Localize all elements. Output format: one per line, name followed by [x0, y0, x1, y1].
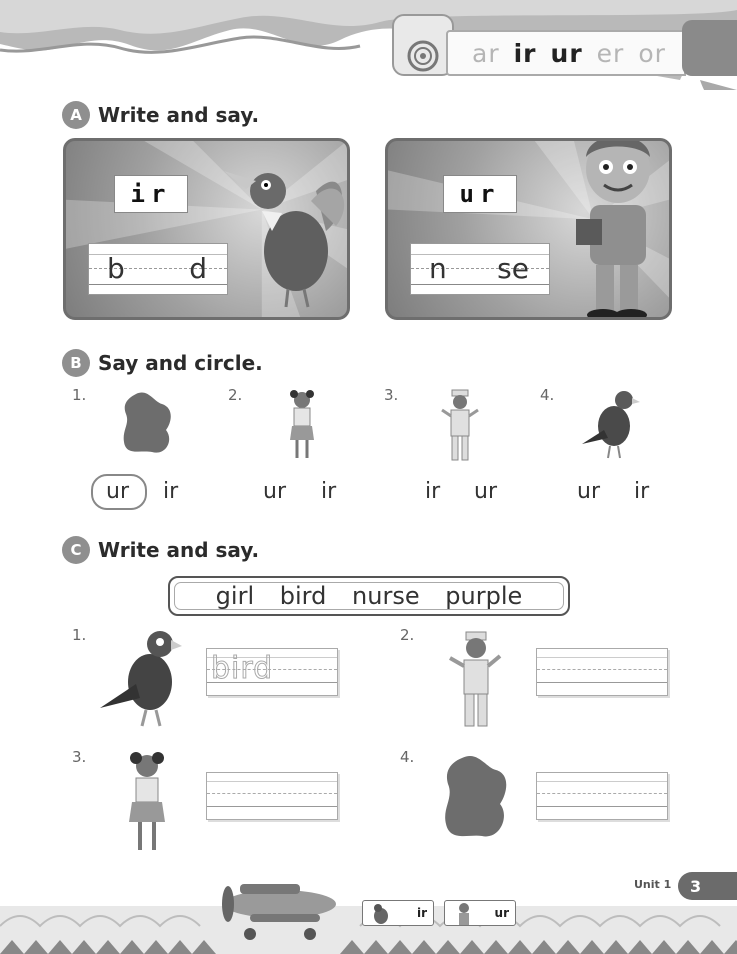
section-c-title: Write and say.: [98, 538, 260, 562]
item-number: 2.: [228, 386, 243, 404]
option-4b[interactable]: ir: [634, 479, 650, 504]
phonics-ur: ur: [550, 38, 583, 68]
banner-tab: [682, 20, 737, 76]
section-c-header: [62, 536, 259, 564]
item-number: 4.: [540, 386, 555, 404]
girl-large-icon: [122, 750, 172, 856]
option-2b[interactable]: ir: [321, 479, 337, 504]
section-b-badge: B: [62, 349, 90, 377]
bird-large-icon: [98, 626, 184, 730]
footer-card-ur-label: ur: [494, 906, 509, 920]
phonics-box-ir: ir: [114, 175, 188, 213]
phonics-ar: ar: [472, 38, 500, 68]
phonics-banner: [446, 30, 686, 76]
word-bird: bird: [279, 582, 327, 610]
option-3a[interactable]: ir: [425, 479, 441, 504]
option-4a[interactable]: ur: [577, 479, 600, 504]
phonics-box-ur: ur: [443, 175, 517, 213]
nurse-illustration-icon: [438, 388, 482, 464]
word-girl: girl: [215, 582, 255, 610]
footer-card-ir: [362, 900, 434, 926]
girl-illustration-icon: [282, 388, 322, 464]
bird-illustration-icon: [216, 151, 350, 311]
unit-label: Unit 1: [634, 878, 672, 891]
option-1b[interactable]: ir: [163, 479, 179, 504]
phonics-er: er: [596, 38, 625, 68]
mini-bird-icon: [369, 903, 393, 925]
section-b-header: [62, 349, 263, 377]
word-bank: [168, 576, 570, 616]
boy-illustration-icon: [558, 138, 668, 320]
section-a-title: Write and say.: [98, 103, 260, 127]
write-box-bird[interactable]: [88, 243, 228, 295]
panel-bird: [63, 138, 350, 320]
answer-box-1[interactable]: [206, 648, 338, 696]
letter-start: b: [107, 252, 125, 285]
letter-start: n: [429, 252, 447, 285]
write-box-nurse[interactable]: [410, 243, 550, 295]
section-a-header: [62, 101, 259, 129]
phonics-ir: ir: [513, 38, 537, 68]
word-purple: purple: [445, 582, 523, 610]
page-number: 3: [678, 872, 737, 900]
word-nurse: nurse: [352, 582, 420, 610]
trace-word: bird: [211, 651, 274, 686]
phonics-or: or: [638, 38, 666, 68]
item-number: 1.: [72, 626, 87, 644]
item-number: 2.: [400, 626, 415, 644]
option-3b[interactable]: ur: [474, 479, 497, 504]
option-2a[interactable]: ur: [263, 479, 286, 504]
purple-blob-icon: [118, 390, 174, 458]
letter-end: d: [189, 252, 207, 285]
item-number: 3.: [384, 386, 399, 404]
answer-box-4[interactable]: [536, 772, 668, 820]
option-1a[interactable]: ur: [106, 479, 129, 504]
section-a-badge: A: [62, 101, 90, 129]
section-b-title: Say and circle.: [98, 351, 263, 375]
letter-end: se: [497, 252, 529, 285]
footer-card-ur: [444, 900, 516, 926]
nurse-large-icon: [444, 630, 506, 730]
bird-small-icon: [580, 386, 642, 462]
scroll-roll-icon: [392, 14, 454, 76]
section-c-badge: C: [62, 536, 90, 564]
panel-nurse: [385, 138, 672, 320]
answer-box-2[interactable]: [536, 648, 668, 696]
purple-blob-large-icon: [440, 752, 510, 842]
item-number: 1.: [72, 386, 87, 404]
item-number: 4.: [400, 748, 415, 766]
answer-box-3[interactable]: [206, 772, 338, 820]
footer-card-ir-label: ir: [416, 906, 427, 920]
mini-boy-icon: [453, 902, 475, 926]
item-number: 3.: [72, 748, 87, 766]
